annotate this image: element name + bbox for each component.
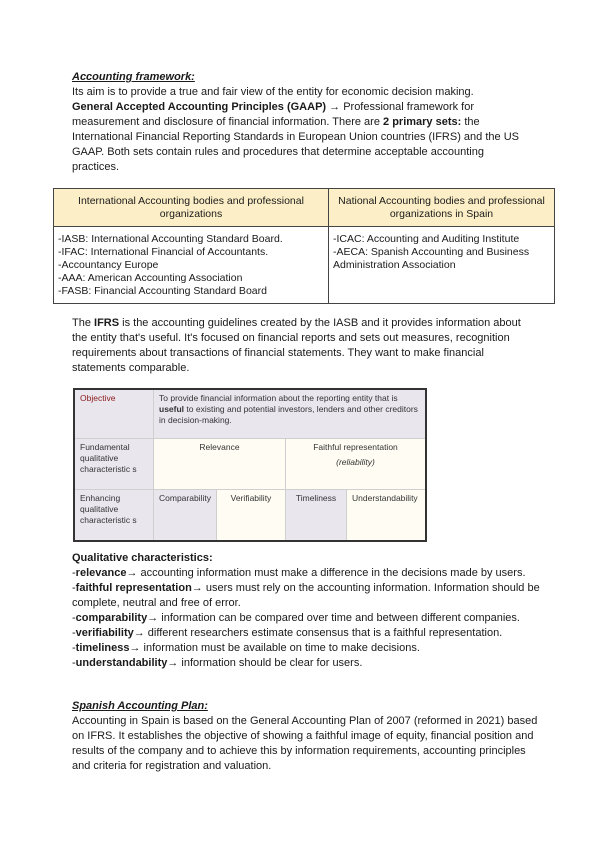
ifrs-intro-pre: The bbox=[72, 317, 95, 329]
gaap-paragraph bbox=[72, 100, 532, 175]
orgs-header-national: National Accounting bodies and professional organizations in Spain bbox=[329, 189, 555, 227]
objective-text bbox=[154, 389, 427, 439]
list-item: -understandability→ information should be clear for users. bbox=[72, 657, 363, 669]
relevance-cell: Relevance bbox=[154, 439, 286, 490]
ifrs-intro-text: is the accounting guidelines created by the IASB and it provides information about the entity that's useful. It's focused on financial reports and sets out measures, recognition requirements about transactions of financial statements. They want to make financial statements comparable. bbox=[72, 317, 521, 374]
list-item: -AAA: American Accounting Association bbox=[58, 272, 243, 284]
list-item: -IASB: International Accounting Standard Board. bbox=[58, 233, 283, 245]
list-item: -Accountancy Europe bbox=[58, 259, 159, 271]
framework-section bbox=[72, 70, 532, 175]
term: relevance bbox=[75, 567, 127, 579]
ifrs-intro bbox=[72, 316, 532, 376]
spanish-plan-heading: Spanish Accounting Plan: bbox=[72, 700, 208, 712]
qualitative-section bbox=[72, 551, 542, 671]
faithful-cell bbox=[286, 439, 427, 490]
ifrs-term: IFRS bbox=[94, 317, 120, 329]
list-item: -ICAC: Accounting and Auditing Institute bbox=[333, 233, 520, 245]
sets-text: the International Financial Reporting Standards in European Union countries (IFRS) and the US GAAP. Both sets contain rules and procedures that determine acceptable accounting practices. bbox=[72, 116, 519, 173]
list-item: -verifiability→ different researchers estimate consensus that is a faithful representation. bbox=[72, 627, 503, 639]
term: verifiability bbox=[75, 627, 134, 639]
objective-bold: useful bbox=[159, 404, 185, 414]
comparability-cell: Comparability bbox=[154, 490, 217, 542]
definition: → different researchers estimate consensus that is a faithful representation. bbox=[133, 627, 503, 639]
list-item: -comparability→ information can be compared over time and between different companies. bbox=[72, 612, 520, 624]
definition: → accounting information must make a difference in the decisions made by users. bbox=[126, 567, 526, 579]
term: comparability bbox=[75, 612, 148, 624]
objective-pre: To provide financial information about the reporting entity that is bbox=[159, 393, 398, 403]
definition: → information must be available on time to make decisions. bbox=[129, 642, 420, 654]
orgs-international-cell bbox=[54, 227, 329, 304]
list-item: -faithful representation→ users must rely on the accounting information. Information should be complete, neutral and free of error. bbox=[72, 582, 540, 609]
objective-label: Objective bbox=[74, 389, 154, 439]
gaap-term: General Accepted Accounting Principles (GAAP) bbox=[72, 101, 327, 113]
qualitative-heading bbox=[72, 551, 542, 566]
term: understandability bbox=[75, 657, 168, 669]
orgs-table bbox=[53, 188, 555, 304]
framework-heading: Accounting framework: bbox=[72, 71, 195, 83]
framework-aim: Its aim is to provide a true and fair view of the entity for economic decision making. bbox=[72, 86, 474, 98]
term: timeliness bbox=[75, 642, 130, 654]
enhancing-label: Enhancing qualitative characteristic s bbox=[74, 490, 154, 542]
verifiability-cell: Verifiability bbox=[217, 490, 286, 542]
term: faithful representation bbox=[75, 582, 192, 594]
objective-rest: to existing and potential investors, lenders and other creditors in decision-making. bbox=[159, 404, 418, 425]
reliability-text: (reliability) bbox=[336, 457, 375, 467]
list-item: -relevance→ accounting information must make a difference in the decisions made by users. bbox=[72, 567, 526, 579]
definition: → information should be clear for users. bbox=[167, 657, 363, 669]
gaap-text: → Professional framework for measurement and disclosure of financial information. There are bbox=[72, 101, 475, 128]
list-item: -FASB: Financial Accounting Standard Board bbox=[58, 285, 267, 297]
ifrs-framework-table bbox=[73, 388, 427, 542]
orgs-national-cell bbox=[329, 227, 555, 304]
faithful-text: Faithful representation bbox=[313, 442, 398, 452]
qualitative-heading-text: Qualitative characteristics: bbox=[72, 552, 213, 564]
definition: → information can be compared over time and between different companies. bbox=[147, 612, 520, 624]
understandability-cell: Understandability bbox=[347, 490, 427, 542]
sets-term: 2 primary sets: bbox=[383, 116, 462, 128]
timeliness-cell: Timeliness bbox=[286, 490, 347, 542]
fundamental-label: Fundamental qualitative characteristic s bbox=[74, 439, 154, 490]
list-item: -timeliness→ information must be available on time to make decisions. bbox=[72, 642, 420, 654]
list-item: -AECA: Spanish Accounting and Business Administration Association bbox=[333, 246, 530, 271]
list-item: -IFAC: International Financial of Accountants. bbox=[58, 246, 269, 258]
definition: → users must rely on the accounting information. Information should be complete, neutral and free of error. bbox=[72, 582, 540, 609]
spanish-plan-section bbox=[72, 699, 542, 774]
orgs-header-international: International Accounting bodies and professional organizations bbox=[54, 189, 329, 227]
spanish-plan-text: Accounting in Spain is based on the General Accounting Plan of 2007 (reformed in 2021) based on IFRS. It establishes the objective of showing a faithful image of equity, financial position and results of the company and to achieve this by information requirements, accounting principles and criteria for registration and valuation. bbox=[72, 715, 538, 772]
